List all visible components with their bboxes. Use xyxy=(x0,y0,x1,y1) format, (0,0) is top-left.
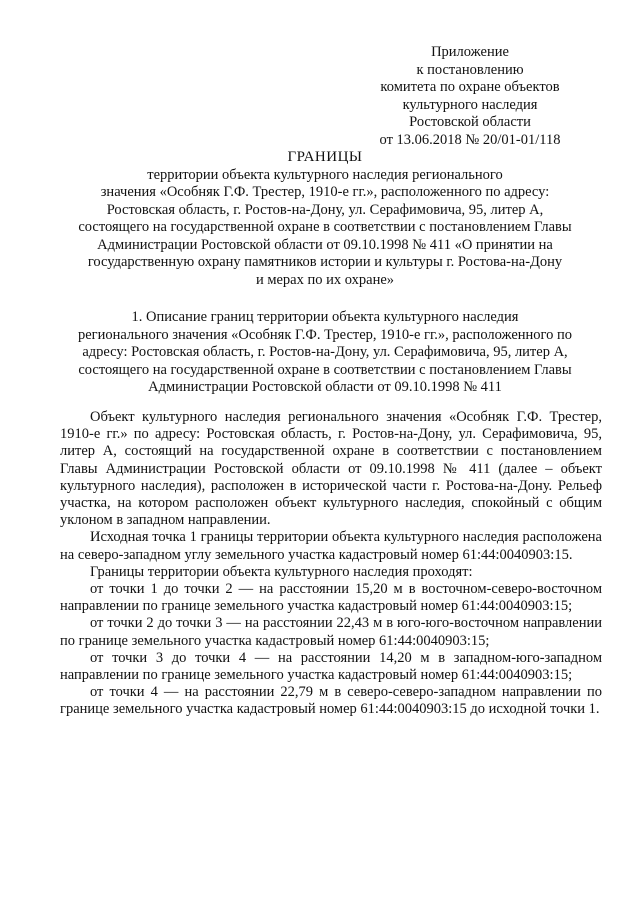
section-line: состоящего на государственной охране в соответствии с постановлением Главы xyxy=(78,361,572,378)
paragraph-segment-1-2: от точки 1 до точки 2 — на расстоянии 15,20 м в восточном-северо-восточном направлении по границе земельного участка кадастровый номер 61:44:0040903:15; xyxy=(60,581,602,615)
paragraph-boundaries-intro: Границы территории объекта культурного наследия проходят: xyxy=(90,563,473,580)
appendix-header xyxy=(340,44,600,149)
section-line: адресу: Ростовская область, г. Ростов-на-Дону, ул. Серафимовича, 95, литер А, xyxy=(82,344,568,360)
appendix-line: комитета по охране объектов xyxy=(380,79,560,95)
paragraph-segment-4-1: от точки 4 — на расстоянии 22,79 м в северо-северо-западном направлении по границе земельного участка кадастровый номер 61:44:0040903:15 до исходной точки 1. xyxy=(60,684,602,718)
title-line: Администрации Ростовской области от 09.10.1998 № 411 «О принятии на xyxy=(97,236,553,253)
title-line: значения «Особняк Г.Ф. Трестер, 1910-е гг.», расположенного по адресу: xyxy=(100,184,550,200)
title-line: территории объекта культурного наследия регионального xyxy=(147,166,503,183)
appendix-line: Приложение xyxy=(431,44,509,60)
appendix-line: культурного наследия xyxy=(402,96,538,113)
paragraph-description: Объект культурного наследия регионального значения «Особняк Г.Ф. Трестер, 1910-е гг.» по адресу: Ростовская область, г. Ростов-на-Дону, ул. Серафимовича, 95, литер А, состоящий на государственной охране в соответствии с постановлением Главы Администрации Ростовской области от 09.10.1998 № 411 (далее – объект культурного наследия), расположен в исторической части г. Ростова-на-Дону. Рельеф участка, на котором расположен объект культурного наследия, спокойный с общим уклоном в западном направлении. xyxy=(60,409,602,529)
appendix-line: от 13.06.2018 № 20/01-01/118 xyxy=(379,131,561,148)
page-title: ГРАНИЦЫ xyxy=(287,149,363,165)
body-text xyxy=(60,409,602,719)
paragraph-segment-2-3: от точки 2 до точки 3 — на расстоянии 22,43 м в юго-юго-восточном направлении по границе земельного участка кадастровый номер 61:44:0040903:15; xyxy=(60,615,602,649)
section-line: Администрации Ростовской области от 09.10.1998 № 411 xyxy=(148,379,502,395)
title-block xyxy=(40,149,610,289)
section-heading xyxy=(40,309,610,397)
appendix-line: к постановлению xyxy=(416,61,524,78)
paragraph-segment-3-4: от точки 3 до точки 4 — на расстоянии 14,20 м в западном-юго-западном направлении по границе земельного участка кадастровый номер 61:44:0040903:15; xyxy=(60,649,602,684)
section-line: регионального значения «Особняк Г.Ф. Трестер, 1910-е гг.», расположенного по xyxy=(77,326,573,343)
section-line: 1. Описание границ территории объекта культурного наследия xyxy=(131,309,519,325)
title-line: государственную охрану памятников истории и культуры г. Ростова-на-Дону xyxy=(87,254,563,270)
title-line: состоящего на государственной охране в соответствии с постановлением Главы xyxy=(78,219,572,235)
appendix-line: Ростовской области xyxy=(409,114,531,130)
title-line: Ростовская область, г. Ростов-на-Дону, ул. Серафимовича, 95, литер А, xyxy=(106,201,544,218)
paragraph-starting-point: Исходная точка 1 границы территории объекта культурного наследия расположена на северо-западном углу земельного участка кадастровый номер 61:44:0040903:15. xyxy=(60,529,602,563)
title-line: и мерах по их охране» xyxy=(255,271,395,288)
